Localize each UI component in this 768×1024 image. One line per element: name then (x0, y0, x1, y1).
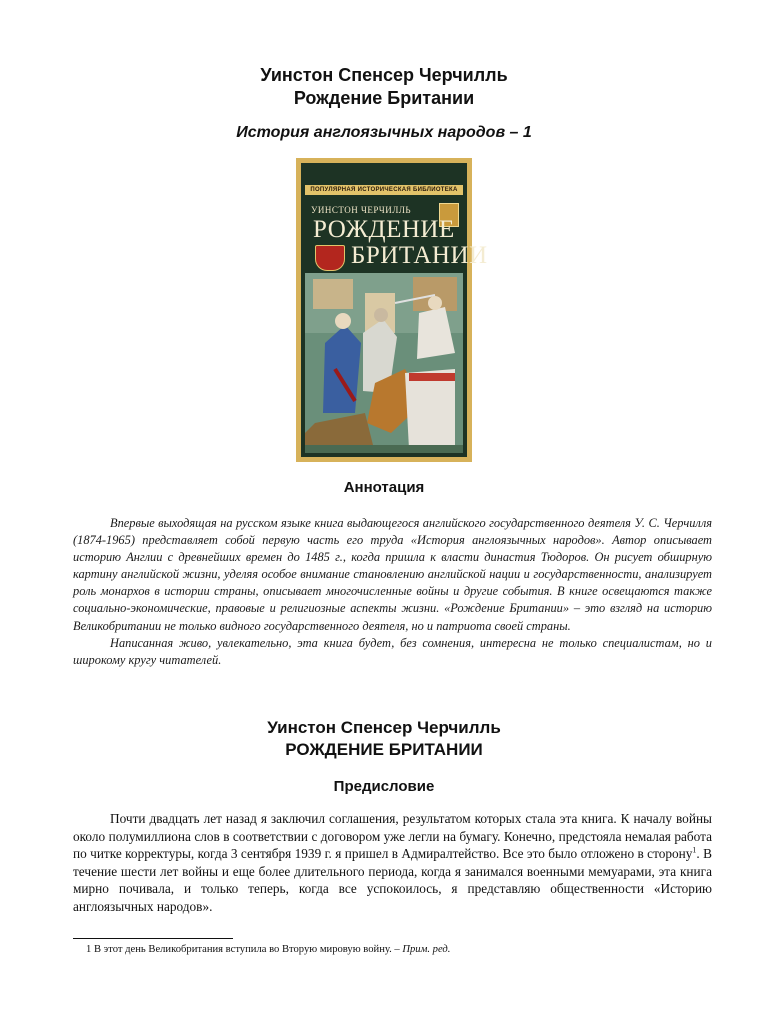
cover-illustration (305, 273, 463, 453)
footnote-editor-note: Прим. ред. (402, 944, 451, 955)
footnote (86, 943, 726, 957)
book-cover-image (296, 158, 488, 462)
preface-paragraph (73, 810, 712, 916)
series-title: История англоязычных народов – 1 (236, 124, 532, 141)
footnote-divider (73, 938, 233, 939)
section-title: РОЖДЕНИЕ БРИТАНИИ (285, 740, 483, 759)
footnote-number: 1 (86, 944, 92, 955)
annotation-paragraph-2: Написанная живо, увлекательно, эта книга будет, без сомнения, интересна не только специалистам, но и широкому кругу читателей. (73, 635, 712, 667)
section-author: Уинстон Спенсер Черчилль (267, 718, 501, 737)
preface-text-before: Почти двадцать лет назад я заключил соглашения, результатом которых стала эта книга. К началу войны около полумиллиона слов в соответствии с договором уже легли на бумагу. Конечно, предстояла немалая работа по читке корректуры, когда 3 сентября 1939 г. я пришел в Адмиралтейство. Все это было отложено в сторону (73, 811, 712, 862)
book-title: Рождение Британии (293, 88, 475, 108)
preface-heading: Предисловие (333, 778, 435, 795)
preface-text (73, 810, 712, 916)
cover-title-line2: БРИТАНИИ (351, 242, 488, 269)
footnote-text: В этот день Великобритания вступила во Вторую мировую войну. – (91, 944, 403, 955)
preface-text-after: . В течение шести лет войны и еще более длительного периода, когда я занимался военными мемуарами, эта книга мирно почивала, и только теперь, когда все успокоилось, я представляю общественности «Историю англоязычных народов». (73, 846, 712, 914)
cover-shield-icon (315, 245, 345, 271)
annotation-heading: Аннотация (343, 479, 425, 496)
annotation-text (73, 515, 712, 669)
cover-inner (301, 163, 488, 457)
book-author: Уинстон Спенсер Черчилль (260, 65, 508, 85)
cover-series-line: ПОПУЛЯРНАЯ ИСТОРИЧЕСКАЯ БИБЛИОТЕКА (305, 185, 463, 195)
cover-author: УИНСТОН ЧЕРЧИЛЛЬ (311, 205, 412, 215)
annotation-paragraph-1: Впервые выходящая на русском языке книга выдающегося английского государственного деятеля У. С. Черчилля (1874-1965) представляет собой первую часть его труда «История англоязычных народов». Автор описывает историю Англии с древнейших времен до 1485 г., когда пришла к власти династия Тюдоров. Он рисует обширную картину английской жизни, уделяя особое внимание становлению английской нации и государственности, анализирует роль монархов в истории страны, описывает многочисленные войны и другие события. В книге освещаются также социально-экономические, правовые и религиозные аспекты жизни. «Рождение Британии» – это взгляд на историю Великобритании не только видного государственного деятеля, но и патриота своей страны. (73, 516, 712, 633)
cover-title-line1: РОЖДЕНИЕ (313, 216, 455, 243)
footnote-reference[interactable]: 1 (692, 845, 697, 855)
